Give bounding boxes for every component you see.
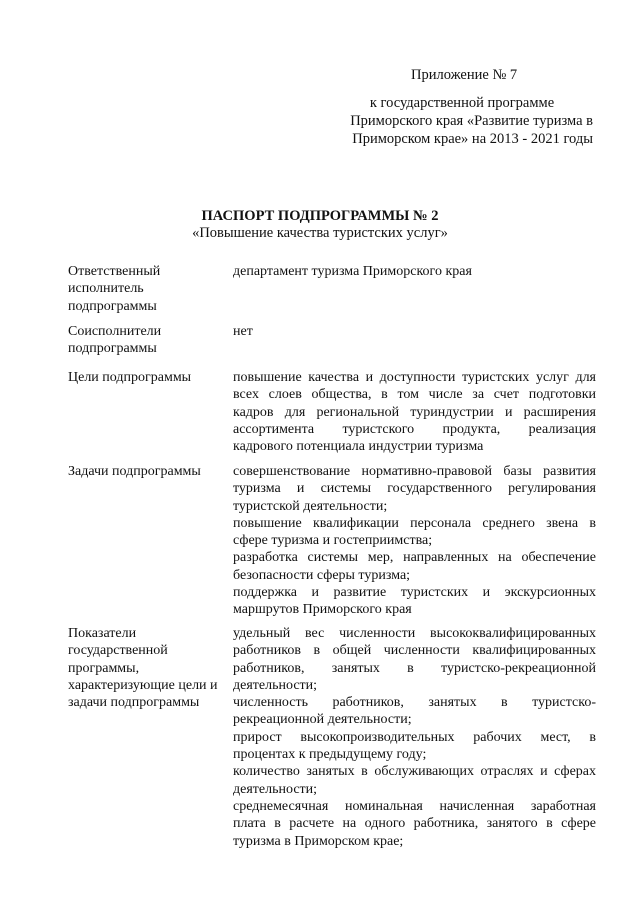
- row-value-line: маршрутов Приморского края: [233, 602, 412, 618]
- row-value-line: туристской деятельности;: [233, 498, 388, 514]
- row-value-line: всех слоев общества, в том числе за счет подготовки: [233, 387, 596, 403]
- row-label-line: исполнитель: [68, 281, 144, 297]
- row-value: [233, 369, 596, 455]
- row-value: [233, 625, 596, 850]
- row-value-line: сфере туризма и гостеприимства;: [233, 533, 433, 549]
- row-value-item: [233, 263, 596, 280]
- row-label: [68, 369, 228, 386]
- row-value-line: кадров для региональной туриндустрии и расширения: [233, 404, 596, 420]
- row-value: [233, 323, 596, 340]
- row-value-line: работников, занятых в туристско-рекреационной: [233, 660, 596, 676]
- row-label-line: Задачи подпрограммы: [68, 464, 201, 479]
- row-value-line: ассортимента туристского продукта, реализация: [233, 421, 596, 437]
- row-value-item: [233, 549, 596, 584]
- row-value-line: кадрового потенциала индустрии туризма: [233, 439, 484, 455]
- appendix-ref-line: Приморского края «Развитие туризма в: [350, 113, 593, 129]
- appendix-reference: [331, 94, 593, 148]
- row-value-item: [233, 323, 596, 340]
- row-value-line: работников в общей численности квалифицированных: [233, 643, 596, 659]
- row-value-line: прирост высокопроизводительных рабочих мест, в: [233, 729, 596, 745]
- row-value-item: [233, 463, 596, 515]
- passport-subtitle: «Повышение качества туристских услуг»: [192, 225, 448, 241]
- row-label-line: характеризующие цели и: [68, 677, 218, 693]
- row-label-line: Показатели: [68, 626, 137, 641]
- row-value-line: рекреационной деятельности;: [233, 712, 412, 728]
- row-value-line: процентах к предыдущему году;: [233, 747, 427, 763]
- row-value-line: повышение квалификации персонала среднего звена в: [233, 515, 596, 531]
- row-value-line: разработка системы мер, направленных на обеспечение: [233, 550, 596, 566]
- row-label-line: Цели подпрограммы: [68, 370, 192, 385]
- appendix-number: Приложение № 7: [411, 67, 518, 83]
- row-label: [68, 625, 228, 711]
- row-value-item: [233, 729, 596, 764]
- row-value-item: [233, 625, 596, 694]
- row-value-item: [233, 694, 596, 729]
- row-value-item: [233, 369, 596, 455]
- appendix-ref-line: к государственной программе: [369, 95, 555, 111]
- row-label: [68, 463, 228, 480]
- row-value-line: количество занятых в обслуживающих отраслях и сферах: [233, 764, 596, 780]
- row-value-item: [233, 798, 596, 850]
- row-label-line: подпрограммы: [68, 341, 157, 357]
- row-value-line: среднемесячная номинальная начисленная заработная: [233, 798, 596, 814]
- row-value-line: численность работников, занятых в туристско-: [233, 695, 596, 711]
- row-value-line: туризма в Приморском крае;: [233, 833, 404, 849]
- row-value: [233, 463, 596, 619]
- row-value-line: деятельности;: [233, 781, 318, 797]
- row-value-line: совершенствование нормативно-правовой базы развития: [233, 464, 596, 479]
- row-value: [233, 263, 596, 280]
- row-label-line: программы,: [68, 660, 140, 676]
- row-value-line: туризма и системы государственного регулирования: [233, 481, 596, 497]
- row-label-line: подпрограммы: [68, 298, 157, 314]
- row-value-line: департамент туризма Приморского края: [233, 264, 472, 279]
- row-value-line: поддержка и развитие туристских и экскурсионных: [233, 585, 596, 601]
- row-label-line: Ответственный: [68, 264, 161, 279]
- row-label-line: государственной: [68, 643, 168, 659]
- row-label: [68, 323, 228, 358]
- row-value-item: [233, 515, 596, 550]
- row-value-line: безопасности сферы туризма;: [233, 567, 411, 583]
- row-value-line: деятельности;: [233, 677, 318, 693]
- row-label: [68, 263, 228, 315]
- row-value-item: [233, 584, 596, 619]
- row-value-line: нет: [233, 324, 253, 339]
- row-label-line: Соисполнители: [68, 324, 162, 339]
- row-value-item: [233, 763, 596, 798]
- row-value-line: повышение качества и доступности туристских услуг для: [233, 370, 596, 385]
- row-label-line: задачи подпрограммы: [68, 695, 200, 711]
- passport-title: ПАСПОРТ ПОДПРОГРАММЫ № 2: [201, 208, 439, 224]
- row-value-line: удельный вес численности высококвалифицированных: [233, 626, 596, 641]
- appendix-ref-line: Приморском крае» на 2013 - 2021 годы: [352, 131, 593, 147]
- row-value-line: плата в расчете на одного работника, занятого в сфере: [233, 816, 596, 832]
